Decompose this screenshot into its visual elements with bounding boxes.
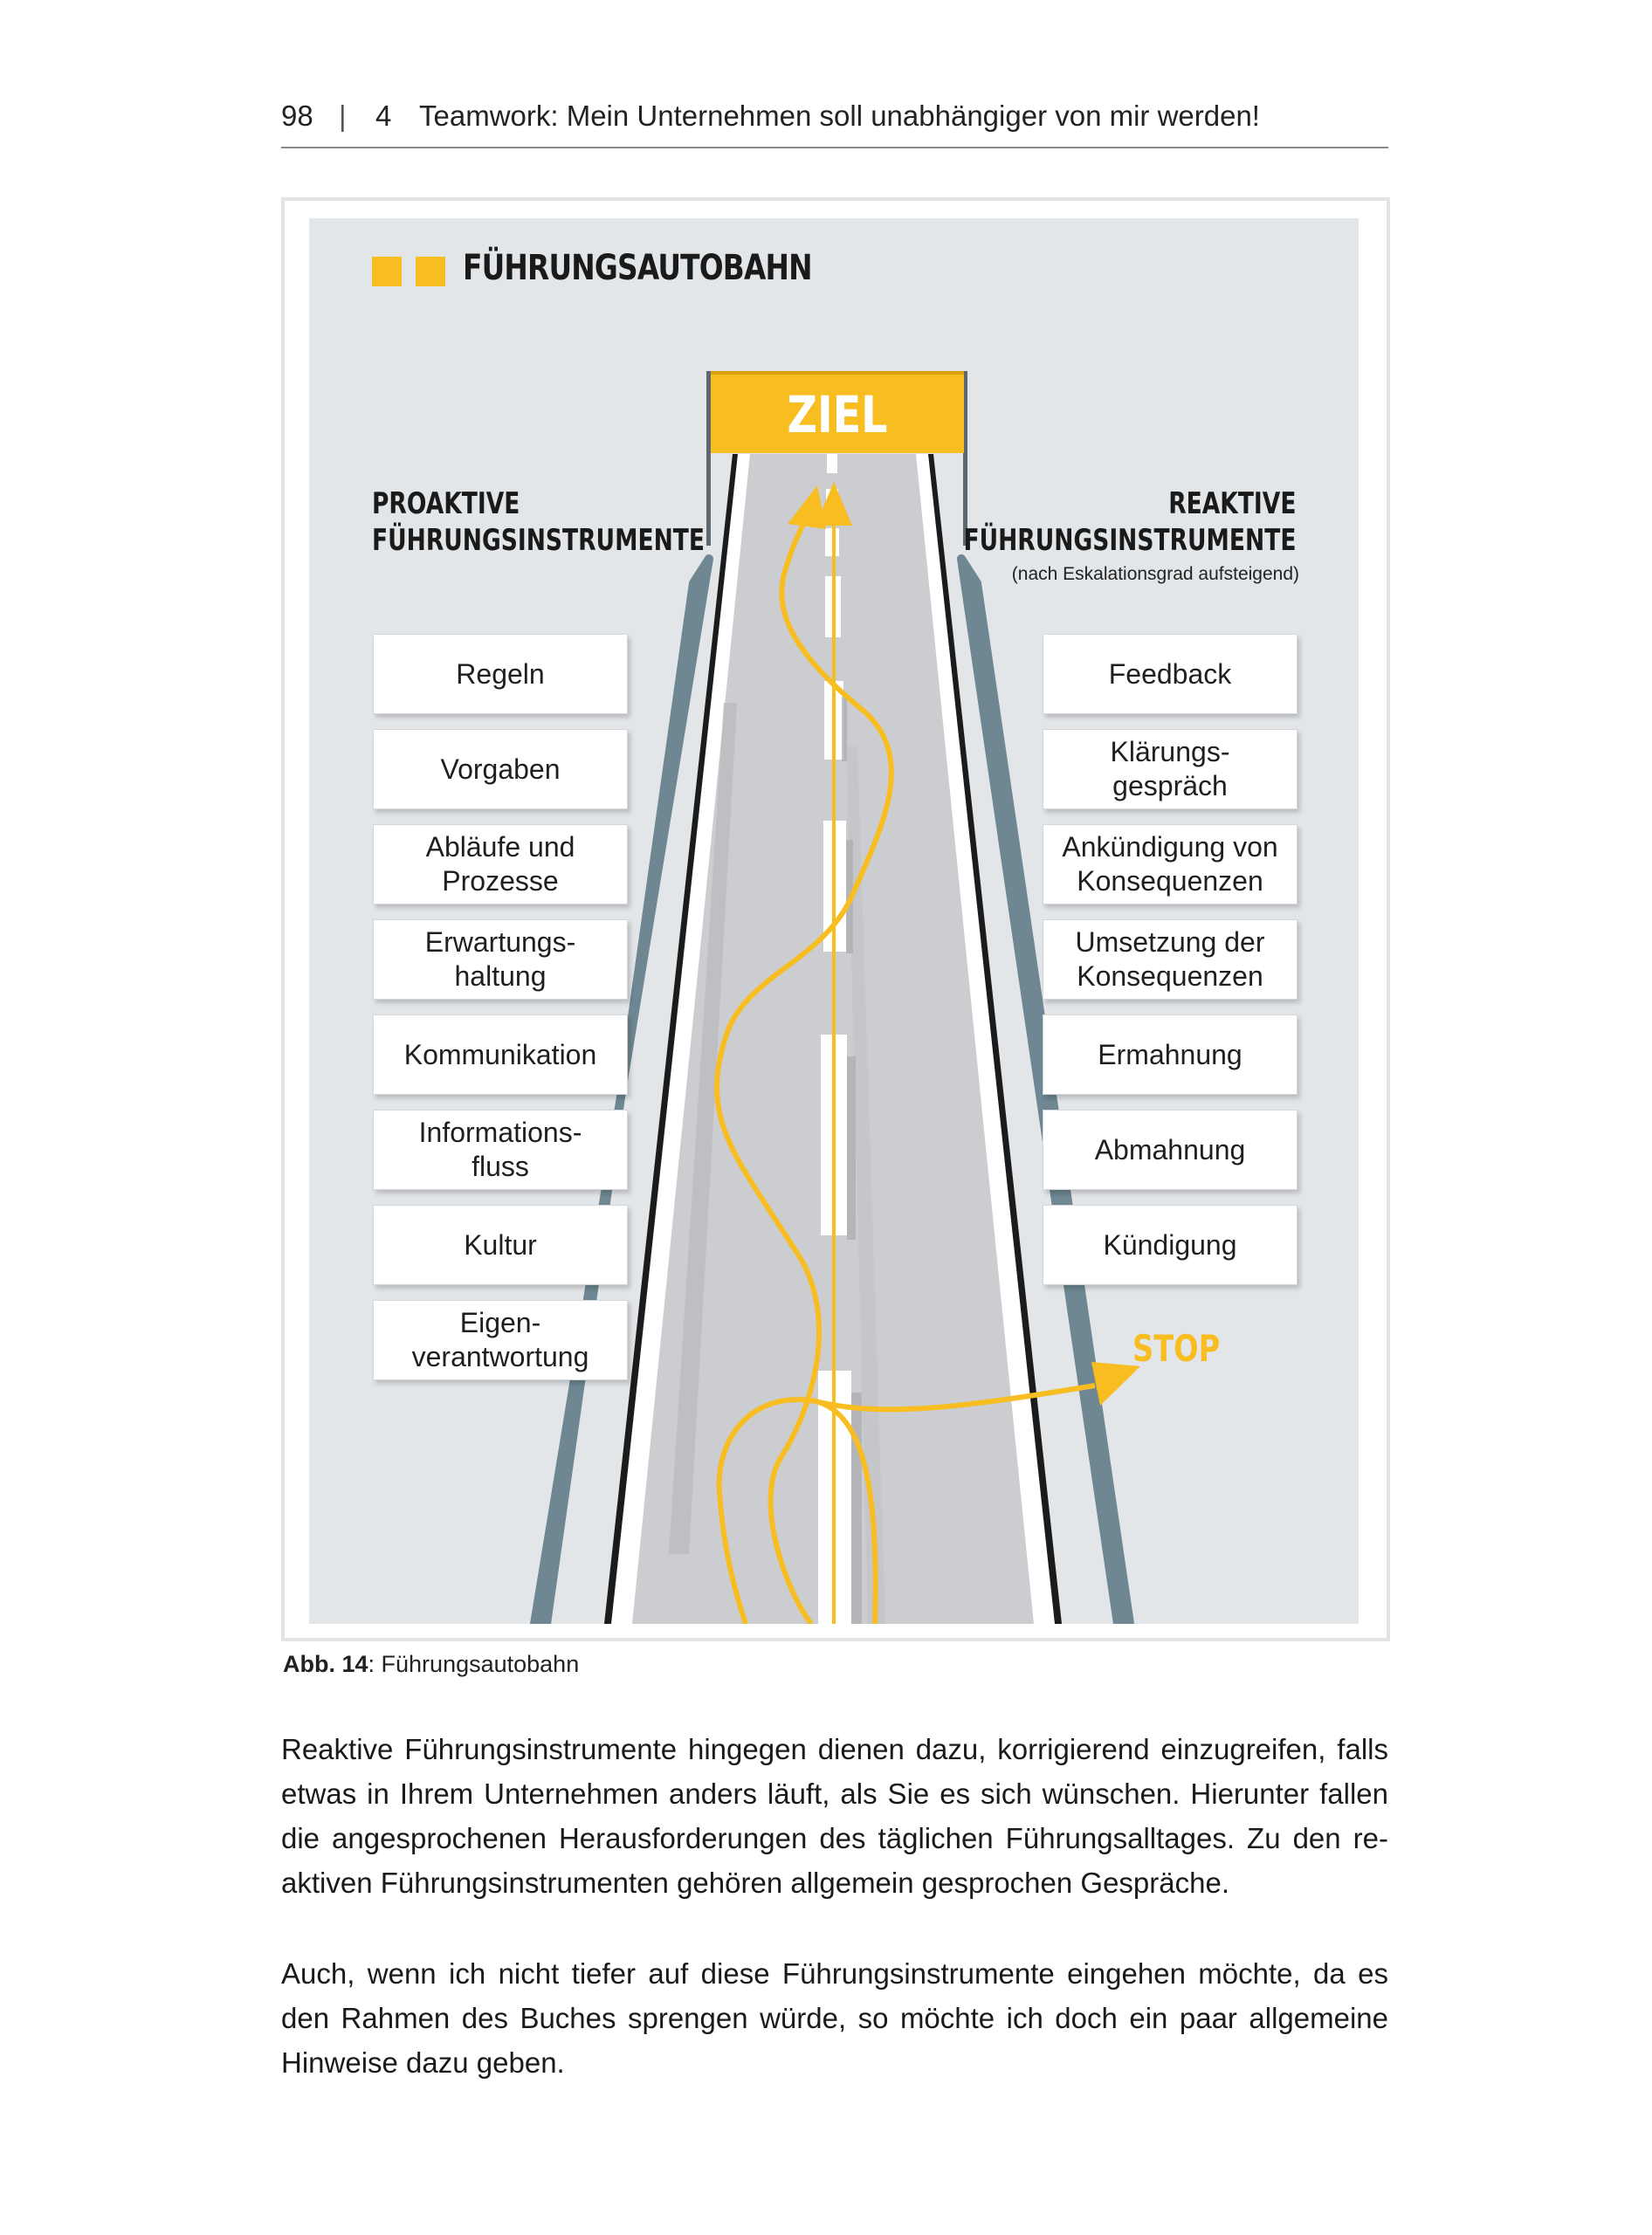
body-paragraph-1: Reaktive Führungsinstrumente hingegen dienen dazu, korrigierend einzugreifen, falls etwas in Ihrem Unternehmen anders läuft, als Sie es sich wünschen. Hierunter fallen die angesprochenen Herausforderungen des täglichen Führungsalltages. Zu den reaktiven Führungsinstrumenten gehören allgemein gesprochen Gespräche. [281, 1733, 1388, 1899]
figure-title: FÜHRUNGSAUTOBAHN [463, 248, 812, 288]
legend-square-2 [416, 257, 445, 286]
chapter-number: 4 [375, 100, 392, 132]
reactive-item-ankuendigung: Ankündigung von Konsequenzen [1043, 824, 1298, 904]
proactive-item-kommunikation: Kommunikation [373, 1014, 628, 1095]
reactive-item-abmahnung: Abmahnung [1043, 1110, 1298, 1190]
proactive-item-regeln: Regeln [373, 634, 628, 714]
reactive-heading: REAKTIVE FÜHRUNGSINSTRUMENTE [963, 486, 1296, 558]
figure-caption [283, 1651, 579, 1678]
reactive-item-feedback: Feedback [1043, 634, 1298, 714]
body-paragraph-2: Auch, wenn ich nicht tiefer auf diese Führungsinstrumente eingehen möchte, da es den Rahmen des Buches sprengen würde, so möchte ich doch ein paar allgemeine Hinweise dazu geben. [281, 1957, 1388, 2079]
stop-label: STOP [1132, 1327, 1221, 1370]
goal-label: ZIEL [787, 385, 888, 444]
proactive-heading: PROAKTIVE FÜHRUNGSINSTRUMENTE [372, 486, 705, 558]
reactive-item-ermahnung: Ermahnung [1043, 1014, 1298, 1095]
reactive-item-umsetzung: Umsetzung der Konsequenzen [1043, 919, 1298, 1000]
goal-sign [711, 371, 964, 453]
legend-square-1 [372, 257, 402, 286]
highway-infographic [309, 218, 1359, 1624]
proactive-item-ablaeufe: Abläufe und Prozesse [373, 824, 628, 904]
page-number: 98 [281, 100, 313, 132]
header-separator: | [339, 100, 347, 132]
proactive-item-informationsfluss: Informations- fluss [373, 1110, 628, 1190]
chapter-title: Teamwork: Mein Unternehmen soll unabhängiger von mir werden! [419, 100, 1260, 132]
reactive-item-klaerungsgespraech: Klärungs- gespräch [1043, 729, 1298, 809]
caption-text: : Führungsautobahn [368, 1651, 580, 1677]
caption-label: Abb. 14 [283, 1651, 368, 1677]
reactive-item-kuendigung: Kündigung [1043, 1205, 1298, 1285]
running-header [281, 98, 1388, 148]
reactive-subheading: (nach Eskalationsgrad aufsteigend) [1011, 564, 1299, 584]
proactive-item-erwartungshaltung: Erwartungs- haltung [373, 919, 628, 1000]
proactive-item-eigenverantwortung: Eigen- verantwortung [373, 1300, 628, 1380]
proactive-item-kultur: Kultur [373, 1205, 628, 1285]
proactive-item-vorgaben: Vorgaben [373, 729, 628, 809]
